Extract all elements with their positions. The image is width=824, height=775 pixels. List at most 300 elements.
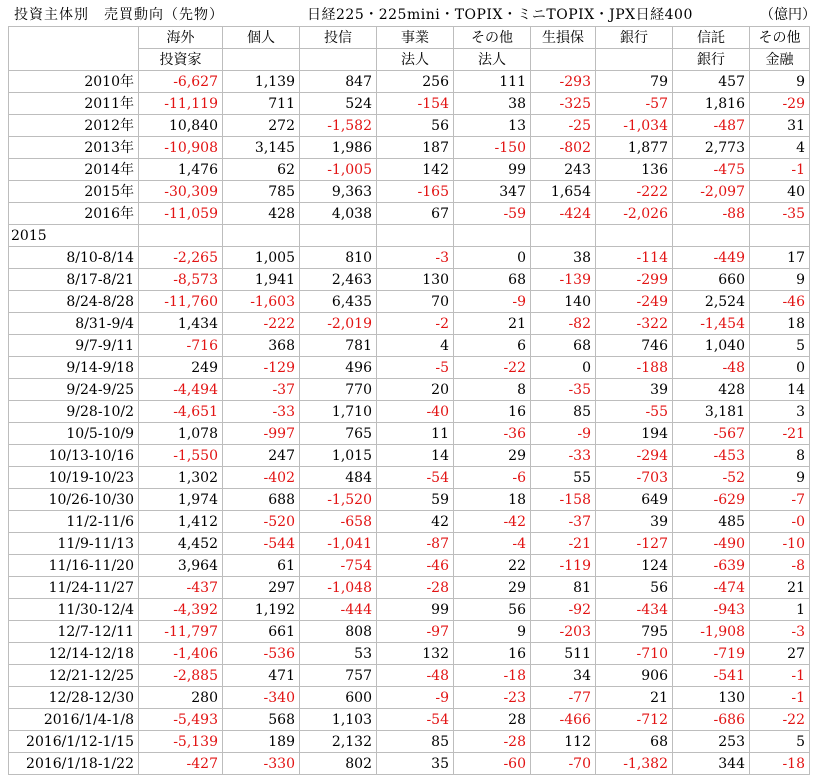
header-cell[interactable]: [223, 49, 300, 71]
value-cell[interactable]: 21: [454, 313, 531, 335]
value-cell[interactable]: -77: [531, 687, 596, 709]
value-cell[interactable]: -22: [750, 709, 810, 731]
value-cell[interactable]: 29: [454, 445, 531, 467]
row-label[interactable]: 8/31-9/4: [9, 313, 139, 335]
row-label[interactable]: 2012年: [9, 115, 139, 137]
value-cell[interactable]: 249: [139, 357, 223, 379]
value-cell[interactable]: 56: [454, 599, 531, 621]
value-cell[interactable]: 111: [454, 71, 531, 93]
value-cell[interactable]: 471: [223, 665, 300, 687]
value-cell[interactable]: 3: [750, 401, 810, 423]
value-cell[interactable]: 194: [596, 423, 673, 445]
header-cell[interactable]: その他: [750, 27, 810, 49]
value-cell[interactable]: -46: [750, 291, 810, 313]
value-cell[interactable]: 770: [300, 379, 377, 401]
value-cell[interactable]: 1,941: [223, 269, 300, 291]
value-cell[interactable]: -11,760: [139, 291, 223, 313]
value-cell[interactable]: -8: [750, 555, 810, 577]
value-cell[interactable]: -1,550: [139, 445, 223, 467]
value-cell[interactable]: 496: [300, 357, 377, 379]
value-cell[interactable]: 781: [300, 335, 377, 357]
row-label[interactable]: 9/7-9/11: [9, 335, 139, 357]
header-cell[interactable]: 金融: [750, 49, 810, 71]
value-cell[interactable]: 9: [454, 621, 531, 643]
value-cell[interactable]: -466: [531, 709, 596, 731]
value-cell[interactable]: 1,412: [139, 511, 223, 533]
header-cell[interactable]: 銀行: [596, 27, 673, 49]
value-cell[interactable]: -536: [223, 643, 300, 665]
empty-cell[interactable]: [531, 225, 596, 247]
value-cell[interactable]: -293: [531, 71, 596, 93]
value-cell[interactable]: 297: [223, 577, 300, 599]
row-label[interactable]: 12/7-12/11: [9, 621, 139, 643]
value-cell[interactable]: -703: [596, 467, 673, 489]
value-cell[interactable]: 247: [223, 445, 300, 467]
value-cell[interactable]: 132: [377, 643, 454, 665]
empty-cell[interactable]: [377, 225, 454, 247]
value-cell[interactable]: -1: [750, 159, 810, 181]
value-cell[interactable]: 1,434: [139, 313, 223, 335]
value-cell[interactable]: 457: [673, 71, 750, 93]
value-cell[interactable]: 9: [750, 71, 810, 93]
value-cell[interactable]: -150: [454, 137, 531, 159]
row-label[interactable]: 2013年: [9, 137, 139, 159]
value-cell[interactable]: -5: [377, 357, 454, 379]
value-cell[interactable]: 1: [750, 599, 810, 621]
value-cell[interactable]: 68: [531, 335, 596, 357]
value-cell[interactable]: -9: [377, 687, 454, 709]
value-cell[interactable]: 1,015: [300, 445, 377, 467]
row-label[interactable]: 2014年: [9, 159, 139, 181]
value-cell[interactable]: -1,048: [300, 577, 377, 599]
value-cell[interactable]: -55: [596, 401, 673, 423]
value-cell[interactable]: -1: [750, 687, 810, 709]
value-cell[interactable]: -165: [377, 181, 454, 203]
value-cell[interactable]: 688: [223, 489, 300, 511]
value-cell[interactable]: -48: [673, 357, 750, 379]
value-cell[interactable]: -28: [454, 731, 531, 753]
value-cell[interactable]: 344: [673, 753, 750, 775]
value-cell[interactable]: -1,520: [300, 489, 377, 511]
value-cell[interactable]: -4,494: [139, 379, 223, 401]
value-cell[interactable]: 16: [454, 401, 531, 423]
value-cell[interactable]: 99: [377, 599, 454, 621]
value-cell[interactable]: -46: [377, 555, 454, 577]
value-cell[interactable]: 28: [454, 709, 531, 731]
value-cell[interactable]: -35: [531, 379, 596, 401]
header-cell[interactable]: 銀行: [673, 49, 750, 71]
value-cell[interactable]: -154: [377, 93, 454, 115]
value-cell[interactable]: -29: [750, 93, 810, 115]
value-cell[interactable]: 142: [377, 159, 454, 181]
header-cell[interactable]: 個人: [223, 27, 300, 49]
value-cell[interactable]: -4: [454, 533, 531, 555]
value-cell[interactable]: 1,103: [300, 709, 377, 731]
value-cell[interactable]: -686: [673, 709, 750, 731]
value-cell[interactable]: 62: [223, 159, 300, 181]
value-cell[interactable]: 10,840: [139, 115, 223, 137]
value-cell[interactable]: -82: [531, 313, 596, 335]
empty-cell[interactable]: [454, 225, 531, 247]
header-cell[interactable]: [596, 49, 673, 71]
row-label[interactable]: 2016/1/12-1/15: [9, 731, 139, 753]
value-cell[interactable]: 6,435: [300, 291, 377, 313]
value-cell[interactable]: -474: [673, 577, 750, 599]
value-cell[interactable]: 808: [300, 621, 377, 643]
value-cell[interactable]: -35: [750, 203, 810, 225]
value-cell[interactable]: -18: [454, 665, 531, 687]
row-label[interactable]: 11/2-11/6: [9, 511, 139, 533]
value-cell[interactable]: 272: [223, 115, 300, 137]
row-label[interactable]: 12/14-12/18: [9, 643, 139, 665]
value-cell[interactable]: 428: [223, 203, 300, 225]
value-cell[interactable]: -6: [454, 467, 531, 489]
value-cell[interactable]: 55: [531, 467, 596, 489]
value-cell[interactable]: 765: [300, 423, 377, 445]
value-cell[interactable]: -0: [750, 511, 810, 533]
value-cell[interactable]: -299: [596, 269, 673, 291]
value-cell[interactable]: 124: [596, 555, 673, 577]
value-cell[interactable]: 40: [750, 181, 810, 203]
value-cell[interactable]: -127: [596, 533, 673, 555]
value-cell[interactable]: -52: [673, 467, 750, 489]
header-cell[interactable]: 投信: [300, 27, 377, 49]
value-cell[interactable]: -23: [454, 687, 531, 709]
row-label[interactable]: 2016/1/4-1/8: [9, 709, 139, 731]
value-cell[interactable]: -5,139: [139, 731, 223, 753]
value-cell[interactable]: -1,454: [673, 313, 750, 335]
value-cell[interactable]: 524: [300, 93, 377, 115]
row-label[interactable]: 2016/1/18-1/22: [9, 753, 139, 775]
row-label[interactable]: 2015年: [9, 181, 139, 203]
value-cell[interactable]: 136: [596, 159, 673, 181]
value-cell[interactable]: 18: [750, 313, 810, 335]
value-cell[interactable]: -449: [673, 247, 750, 269]
value-cell[interactable]: -8,573: [139, 269, 223, 291]
value-cell[interactable]: 746: [596, 335, 673, 357]
value-cell[interactable]: -434: [596, 599, 673, 621]
value-cell[interactable]: 485: [673, 511, 750, 533]
value-cell[interactable]: 1,078: [139, 423, 223, 445]
value-cell[interactable]: -60: [454, 753, 531, 775]
value-cell[interactable]: 38: [454, 93, 531, 115]
value-cell[interactable]: 22: [454, 555, 531, 577]
value-cell[interactable]: -11,059: [139, 203, 223, 225]
value-cell[interactable]: 16: [454, 643, 531, 665]
row-label[interactable]: 9/24-9/25: [9, 379, 139, 401]
value-cell[interactable]: 511: [531, 643, 596, 665]
value-cell[interactable]: -1,034: [596, 115, 673, 137]
value-cell[interactable]: 14: [377, 445, 454, 467]
value-cell[interactable]: -1,406: [139, 643, 223, 665]
value-cell[interactable]: -57: [596, 93, 673, 115]
value-cell[interactable]: 1,192: [223, 599, 300, 621]
empty-cell[interactable]: [223, 225, 300, 247]
value-cell[interactable]: 795: [596, 621, 673, 643]
row-label[interactable]: 10/13-10/16: [9, 445, 139, 467]
row-label[interactable]: 2016年: [9, 203, 139, 225]
value-cell[interactable]: -444: [300, 599, 377, 621]
value-cell[interactable]: 5: [750, 335, 810, 357]
value-cell[interactable]: 2,463: [300, 269, 377, 291]
value-cell[interactable]: 38: [531, 247, 596, 269]
value-cell[interactable]: 347: [454, 181, 531, 203]
value-cell[interactable]: 1,005: [223, 247, 300, 269]
value-cell[interactable]: -33: [531, 445, 596, 467]
value-cell[interactable]: 8: [750, 445, 810, 467]
row-label[interactable]: 2011年: [9, 93, 139, 115]
value-cell[interactable]: -1: [750, 665, 810, 687]
row-label[interactable]: 9/14-9/18: [9, 357, 139, 379]
value-cell[interactable]: 70: [377, 291, 454, 313]
header-cell[interactable]: [300, 49, 377, 71]
header-corner[interactable]: [9, 27, 139, 49]
value-cell[interactable]: 130: [377, 269, 454, 291]
value-cell[interactable]: 39: [596, 511, 673, 533]
value-cell[interactable]: 906: [596, 665, 673, 687]
value-cell[interactable]: 21: [750, 577, 810, 599]
value-cell[interactable]: 1,816: [673, 93, 750, 115]
row-label[interactable]: 10/26-10/30: [9, 489, 139, 511]
value-cell[interactable]: 56: [377, 115, 454, 137]
value-cell[interactable]: 1,139: [223, 71, 300, 93]
value-cell[interactable]: 1,986: [300, 137, 377, 159]
value-cell[interactable]: 20: [377, 379, 454, 401]
section-label[interactable]: 2015: [9, 225, 139, 247]
value-cell[interactable]: 99: [454, 159, 531, 181]
value-cell[interactable]: -2,885: [139, 665, 223, 687]
value-cell[interactable]: -453: [673, 445, 750, 467]
value-cell[interactable]: -1,005: [300, 159, 377, 181]
row-label[interactable]: 12/28-12/30: [9, 687, 139, 709]
value-cell[interactable]: -22: [454, 357, 531, 379]
value-cell[interactable]: 4,452: [139, 533, 223, 555]
value-cell[interactable]: -5,493: [139, 709, 223, 731]
value-cell[interactable]: 810: [300, 247, 377, 269]
value-cell[interactable]: 0: [454, 247, 531, 269]
value-cell[interactable]: -40: [377, 401, 454, 423]
value-cell[interactable]: -712: [596, 709, 673, 731]
value-cell[interactable]: 2,524: [673, 291, 750, 313]
value-cell[interactable]: -9: [531, 423, 596, 445]
value-cell[interactable]: 243: [531, 159, 596, 181]
value-cell[interactable]: -59: [454, 203, 531, 225]
value-cell[interactable]: -249: [596, 291, 673, 313]
value-cell[interactable]: 280: [139, 687, 223, 709]
value-cell[interactable]: 29: [454, 577, 531, 599]
value-cell[interactable]: -427: [139, 753, 223, 775]
row-label[interactable]: 10/19-10/23: [9, 467, 139, 489]
value-cell[interactable]: 711: [223, 93, 300, 115]
header-cell[interactable]: 信託: [673, 27, 750, 49]
value-cell[interactable]: 2,132: [300, 731, 377, 753]
value-cell[interactable]: 34: [531, 665, 596, 687]
row-label[interactable]: 2010年: [9, 71, 139, 93]
value-cell[interactable]: -203: [531, 621, 596, 643]
value-cell[interactable]: 847: [300, 71, 377, 93]
value-cell[interactable]: -629: [673, 489, 750, 511]
value-cell[interactable]: -114: [596, 247, 673, 269]
value-cell[interactable]: -11,797: [139, 621, 223, 643]
value-cell[interactable]: -158: [531, 489, 596, 511]
value-cell[interactable]: 802: [300, 753, 377, 775]
value-cell[interactable]: -520: [223, 511, 300, 533]
value-cell[interactable]: -2,265: [139, 247, 223, 269]
value-cell[interactable]: -11,119: [139, 93, 223, 115]
value-cell[interactable]: -710: [596, 643, 673, 665]
value-cell[interactable]: -475: [673, 159, 750, 181]
value-cell[interactable]: -70: [531, 753, 596, 775]
value-cell[interactable]: 11: [377, 423, 454, 445]
value-cell[interactable]: -88: [673, 203, 750, 225]
value-cell[interactable]: -10,908: [139, 137, 223, 159]
value-cell[interactable]: 67: [377, 203, 454, 225]
header-corner[interactable]: [9, 49, 139, 71]
row-label[interactable]: 12/21-12/25: [9, 665, 139, 687]
value-cell[interactable]: -567: [673, 423, 750, 445]
row-label[interactable]: 10/5-10/9: [9, 423, 139, 445]
value-cell[interactable]: -541: [673, 665, 750, 687]
value-cell[interactable]: 2,773: [673, 137, 750, 159]
value-cell[interactable]: -129: [223, 357, 300, 379]
header-cell[interactable]: 生損保: [531, 27, 596, 49]
row-label[interactable]: 8/10-8/14: [9, 247, 139, 269]
value-cell[interactable]: 1,877: [596, 137, 673, 159]
value-cell[interactable]: 53: [300, 643, 377, 665]
value-cell[interactable]: 112: [531, 731, 596, 753]
value-cell[interactable]: -639: [673, 555, 750, 577]
value-cell[interactable]: -340: [223, 687, 300, 709]
value-cell[interactable]: 21: [596, 687, 673, 709]
row-label[interactable]: 8/17-8/21: [9, 269, 139, 291]
value-cell[interactable]: 85: [377, 731, 454, 753]
value-cell[interactable]: -9: [454, 291, 531, 313]
value-cell[interactable]: -490: [673, 533, 750, 555]
value-cell[interactable]: -1,603: [223, 291, 300, 313]
value-cell[interactable]: 368: [223, 335, 300, 357]
value-cell[interactable]: -1,908: [673, 621, 750, 643]
value-cell[interactable]: -222: [596, 181, 673, 203]
value-cell[interactable]: 484: [300, 467, 377, 489]
value-cell[interactable]: 31: [750, 115, 810, 137]
value-cell[interactable]: 600: [300, 687, 377, 709]
value-cell[interactable]: -18: [750, 753, 810, 775]
value-cell[interactable]: 42: [377, 511, 454, 533]
value-cell[interactable]: 1,974: [139, 489, 223, 511]
value-cell[interactable]: -1,041: [300, 533, 377, 555]
value-cell[interactable]: -2,097: [673, 181, 750, 203]
value-cell[interactable]: 253: [673, 731, 750, 753]
value-cell[interactable]: -424: [531, 203, 596, 225]
value-cell[interactable]: -402: [223, 467, 300, 489]
value-cell[interactable]: 6: [454, 335, 531, 357]
value-cell[interactable]: 9: [750, 467, 810, 489]
value-cell[interactable]: 256: [377, 71, 454, 93]
empty-cell[interactable]: [750, 225, 810, 247]
value-cell[interactable]: 59: [377, 489, 454, 511]
value-cell[interactable]: -222: [223, 313, 300, 335]
value-cell[interactable]: -28: [377, 577, 454, 599]
empty-cell[interactable]: [139, 225, 223, 247]
value-cell[interactable]: 8: [454, 379, 531, 401]
value-cell[interactable]: -92: [531, 599, 596, 621]
value-cell[interactable]: -21: [750, 423, 810, 445]
value-cell[interactable]: 18: [454, 489, 531, 511]
value-cell[interactable]: 39: [596, 379, 673, 401]
value-cell[interactable]: 428: [673, 379, 750, 401]
value-cell[interactable]: -119: [531, 555, 596, 577]
value-cell[interactable]: 35: [377, 753, 454, 775]
value-cell[interactable]: 1,654: [531, 181, 596, 203]
value-cell[interactable]: 1,302: [139, 467, 223, 489]
row-label[interactable]: 11/9-11/13: [9, 533, 139, 555]
value-cell[interactable]: 649: [596, 489, 673, 511]
value-cell[interactable]: 9: [750, 269, 810, 291]
value-cell[interactable]: -1,582: [300, 115, 377, 137]
value-cell[interactable]: 14: [750, 379, 810, 401]
value-cell[interactable]: 140: [531, 291, 596, 313]
value-cell[interactable]: -325: [531, 93, 596, 115]
value-cell[interactable]: -2,019: [300, 313, 377, 335]
row-label[interactable]: 11/16-11/20: [9, 555, 139, 577]
value-cell[interactable]: 81: [531, 577, 596, 599]
header-cell[interactable]: その他: [454, 27, 531, 49]
value-cell[interactable]: 61: [223, 555, 300, 577]
value-cell[interactable]: -719: [673, 643, 750, 665]
value-cell[interactable]: 5: [750, 731, 810, 753]
value-cell[interactable]: -188: [596, 357, 673, 379]
value-cell[interactable]: -87: [377, 533, 454, 555]
value-cell[interactable]: 3,145: [223, 137, 300, 159]
empty-cell[interactable]: [300, 225, 377, 247]
empty-cell[interactable]: [673, 225, 750, 247]
value-cell[interactable]: -36: [454, 423, 531, 445]
row-label[interactable]: 8/24-8/28: [9, 291, 139, 313]
value-cell[interactable]: 9,363: [300, 181, 377, 203]
value-cell[interactable]: -294: [596, 445, 673, 467]
value-cell[interactable]: -54: [377, 709, 454, 731]
value-cell[interactable]: -2,026: [596, 203, 673, 225]
value-cell[interactable]: 660: [673, 269, 750, 291]
value-cell[interactable]: 85: [531, 401, 596, 423]
value-cell[interactable]: 4,038: [300, 203, 377, 225]
value-cell[interactable]: 189: [223, 731, 300, 753]
value-cell[interactable]: -2: [377, 313, 454, 335]
value-cell[interactable]: 0: [750, 357, 810, 379]
value-cell[interactable]: -139: [531, 269, 596, 291]
value-cell[interactable]: 785: [223, 181, 300, 203]
value-cell[interactable]: -658: [300, 511, 377, 533]
value-cell[interactable]: -943: [673, 599, 750, 621]
value-cell[interactable]: 1,040: [673, 335, 750, 357]
value-cell[interactable]: -322: [596, 313, 673, 335]
value-cell[interactable]: 757: [300, 665, 377, 687]
header-cell[interactable]: 法人: [454, 49, 531, 71]
row-label[interactable]: 9/28-10/2: [9, 401, 139, 423]
value-cell[interactable]: -330: [223, 753, 300, 775]
value-cell[interactable]: -54: [377, 467, 454, 489]
value-cell[interactable]: -10: [750, 533, 810, 555]
value-cell[interactable]: 3,964: [139, 555, 223, 577]
value-cell[interactable]: 4: [750, 137, 810, 159]
value-cell[interactable]: 79: [596, 71, 673, 93]
value-cell[interactable]: -37: [223, 379, 300, 401]
value-cell[interactable]: 56: [596, 577, 673, 599]
value-cell[interactable]: -997: [223, 423, 300, 445]
value-cell[interactable]: 1,476: [139, 159, 223, 181]
value-cell[interactable]: 27: [750, 643, 810, 665]
value-cell[interactable]: 0: [531, 357, 596, 379]
